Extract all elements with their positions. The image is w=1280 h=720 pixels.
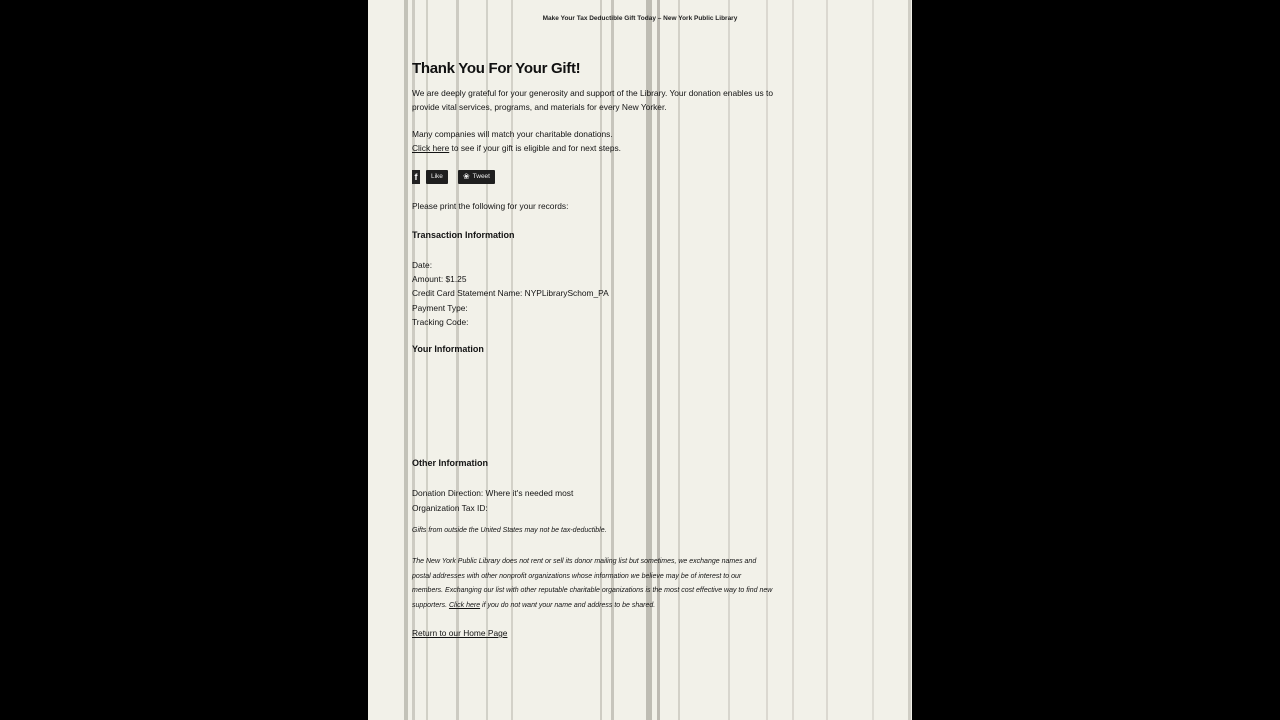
privacy-line-2: postal addresses with other nonprofit organizations whose information we believe may be of interest to our: [412, 573, 742, 580]
intro-line-2: provide vital services, programs, and materials for every New Yorker.: [412, 102, 667, 112]
other-information-heading: Other Information: [412, 458, 488, 468]
like-button[interactable]: [426, 170, 448, 184]
your-information-heading: Your Information: [412, 344, 484, 354]
print-note: Please print the following for your records:: [412, 201, 569, 211]
privacy-line-4-start: supporters.: [412, 602, 449, 609]
transaction-date: Date:: [412, 260, 433, 270]
scanned-page: [368, 0, 912, 720]
twitter-icon: ❀: [462, 172, 470, 181]
like-label: Like: [431, 173, 443, 180]
tweet-button[interactable]: [458, 170, 495, 184]
matching-line: Many companies will match your charitable donations.: [412, 129, 613, 139]
matching-link[interactable]: Click here: [412, 143, 450, 153]
page-header: Make Your Tax Deductible Gift Today – New York Public Library: [542, 15, 738, 22]
page-title: Thank You For Your Gift!: [412, 60, 581, 77]
share-bar: [412, 170, 495, 184]
privacy-line-3: members. Exchanging our list with other reputable charitable organizations is the most cost effective way to find new: [412, 587, 773, 594]
privacy-opt-out-link[interactable]: Click here: [448, 602, 481, 609]
page-content: [368, 0, 912, 720]
privacy-line-4: [412, 599, 655, 614]
transaction-payment-type: Payment Type:: [412, 303, 468, 313]
organization-tax-id: Organization Tax ID:: [412, 503, 488, 513]
matching-link-line: [412, 141, 621, 155]
outside-us-note: Gifts from outside the United States may not be tax-deductible.: [412, 527, 607, 534]
privacy-line-1: The New York Public Library does not rent or sell its donor mailing list but sometimes, we exchange names and: [412, 558, 757, 565]
privacy-line-4-end: if you do not want your name and address to be shared.: [480, 602, 656, 609]
transaction-tracking-code: Tracking Code:: [412, 317, 469, 327]
transaction-amount: Amount: $1.25: [412, 274, 467, 284]
facebook-icon[interactable]: f: [412, 170, 420, 184]
intro-line-1: We are deeply grateful for your generosity and support of the Library. Your donation enables us to: [412, 88, 773, 98]
donation-direction: Donation Direction: Where it's needed most: [412, 488, 574, 498]
tweet-label: Tweet: [472, 173, 490, 180]
matching-link-rest: to see if your gift is eligible and for next steps.: [449, 143, 622, 153]
transaction-heading: Transaction Information: [412, 230, 515, 240]
return-home-link[interactable]: Return to our Home Page: [412, 628, 508, 638]
transaction-statement-name: Credit Card Statement Name: NYPLibrarySchom_PA: [412, 288, 609, 298]
